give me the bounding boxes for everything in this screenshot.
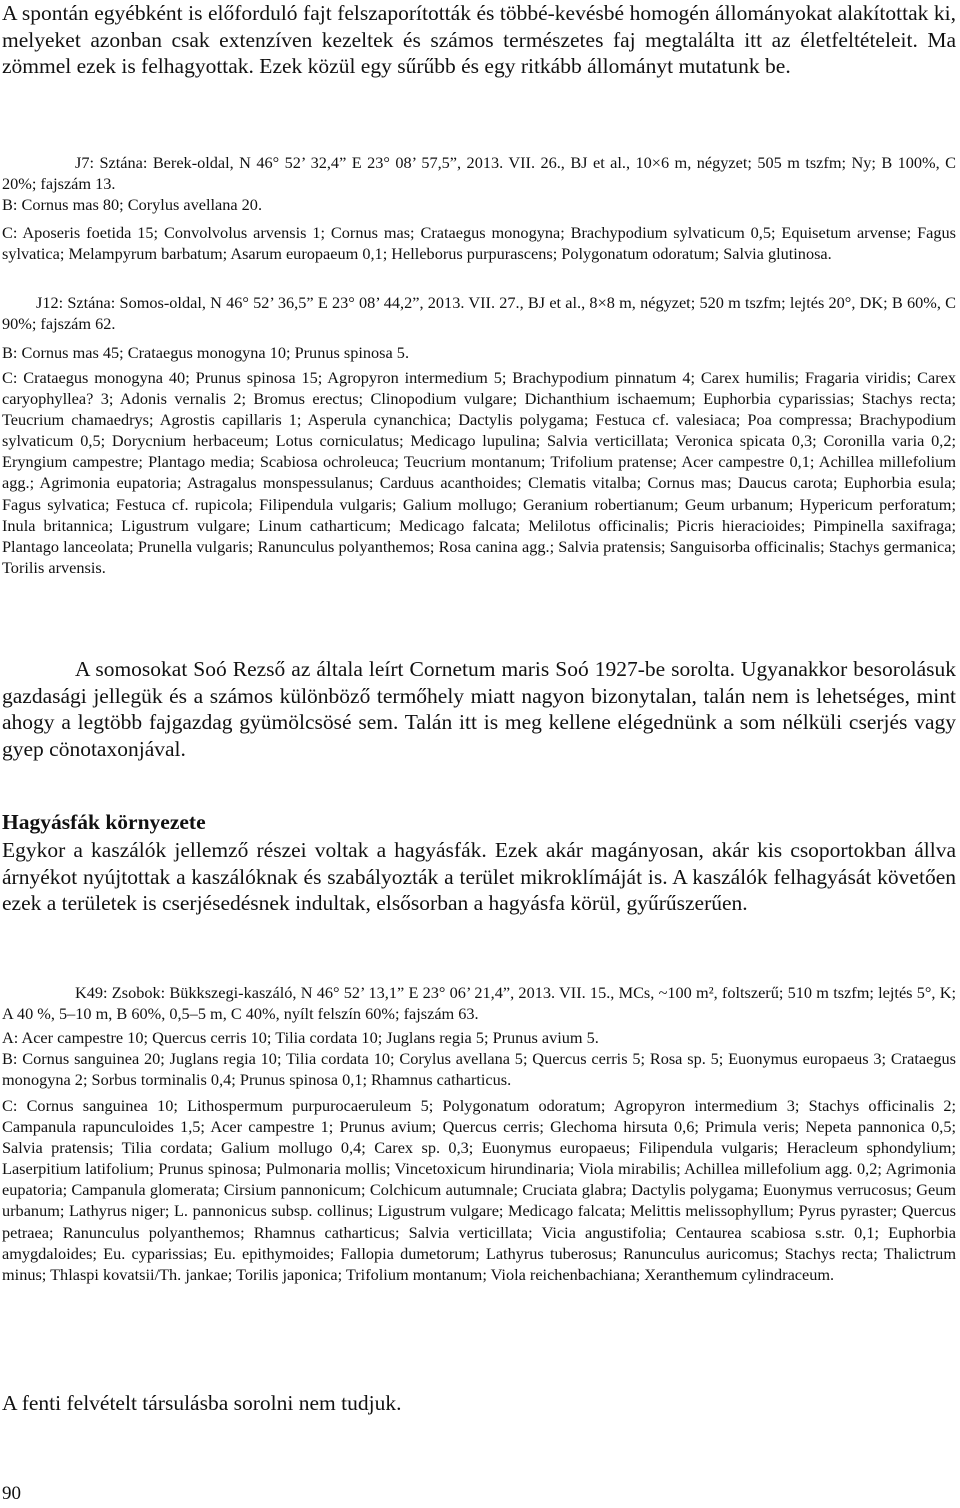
releve-k49-a-layer: A: Acer campestre 10; Quercus cerris 10; Tilia cordata 10; Juglans regia 5; Prunus avium 5. xyxy=(2,1028,599,1047)
releve-k49-c-layer: C: Cornus sanguinea 10; Lithospermum purpurocaeruleum 5; Polygonatum odoratum; Agropyron intermedium 3; Stachys officinalis 2; Campanula rapunculoides 1,5; Acer campestre 1; Prunus avium; Quercus cerris; Glechoma hirsuta 0,6; Primula veris; Nepeta pannonica 0,5; Salvia pratensis; Tilia cordata; Galium mollugo 0,4; Carex sp. 0,3; Euonymus europaeus; Filipendula vulgaris; Heracleum sphondylium; Laserpitium latifolium; Prunus spinosa; Pulmonaria mollis; Vincetoxicum hirundinaria; Viola mirabilis; Achillea millefolium agg. 0,2; Agrimonia eupatoria; Campanula glomerata; Cirsium pannonicum; Colchicum autumnale; Cruciata glabra; Dactylis polygama; Euonymus verrucosus; Geum urbanum; Lathyrus niger; L. pannonicus subsp. collinus; Ligustrum vulgare; Medicago falcata; Melittis melissophyllum; Pyrus pyraster; Quercus petraea; Ranunculus polyanthemos; Rhamnus catharticus; Salvia verticillata; Vicia angustifolia; Centaurea scabiosa s.str. 0,1; Euphorbia amygdaloides; Eu. cyparissias; Eu. epithymoides; Fallopia dumetorum; Lathyrus tuberosus; Ranunculus auricomus; Stachys recta; Thalictrum minus; Thlaspi kovatsii/Th. jankae; Torilis japonica; Trifolium montanum; Viola reichenbachiana; Xeranthemum cylindraceum. xyxy=(2,1096,956,1284)
closing-sentence: A fenti felvételt társulásba sorolni nem tudjuk. xyxy=(2,1391,402,1415)
page-number: 90 xyxy=(2,1483,21,1504)
section-paragraph: Egykor a kaszálók jellemző részei voltak a hagyásfák. Ezek akár magányosan, akár kis csoportokban állva árnyékot nyújtottak a kaszálóknak és szabályozták a terület mikroklímáját is. A kaszálók felhagyását követően ezek a területek is cserjésedésnek indultak, elsősorban a hagyásfa körül, gyűrűszerűen. xyxy=(2,838,956,915)
releve-j12-c-layer: C: Crataegus monogyna 40; Prunus spinosa 15; Agropyron intermedium 5; Brachypodium pinnatum 4; Carex humilis; Fragaria viridis; Carex caryophyllea? 3; Adonis vernalis 2; Bromus erectus; Clinopodium vulgare; Dichanthium ischaemum; Euphorbia cyparissias; Stachys recta; Teucrium chamaedrys; Agrostis capillaris 1; Asperula cynanchica; Dactylis polygama; Festuca cf. valesiaca; Poa compressa; Brachypodium sylvaticum 0,5; Dorycnium herbaceum; Lotus corniculatus; Medicago lupulina; Salvia verticillata; Veronica spicata 0,3; Coronilla varia 0,2; Eryngium campestre; Plantago media; Scabiosa ochroleuca; Teucrium montanum; Trifolium pratense; Acer campestre 0,1; Achillea millefolium agg.; Agrimonia eupatoria; Astragalus monspessulanus; Carduus acanthoides; Clematis vitalba; Cornus mas; Daucus carota; Euphorbia esula; Fagus sylvatica; Festuca cf. rupicola; Filipendula vulgaris; Galium mollugo; Geranium robertianum; Geum urbanum; Hypericum perforatum; Inula britannica; Ligustrum vulgare; Linum catharticum; Medicago falcata; Melilotus officinalis; Picris hieracioides; Pimpinella saxifraga; Plantago lanceolata; Prunella vulgaris; Ranunculus polyanthemos; Rosa canina agg.; Salvia pratensis; Sanguisorba officinalis; Stachys germanica; Torilis arvensis. xyxy=(2,368,956,577)
releve-j7-header: J7: Sztána: Berek-oldal, N 46° 52’ 32,4” E 23° 08’ 57,5”, 2013. VII. 26., BJ et al., 10×6 m, négyzet; 505 m tszfm; Ny; B 100%, C 20%; fajszám 13. xyxy=(2,153,956,194)
classification-paragraph: A somosokat Soó Rezső az általa leírt Cornetum maris Soó 1927-be sorolta. Ugyanakkor besorolásuk gazdasági jellegük és a számos különböző termőhely miatt nagyon bizonytalan, talán nem is lehetséges, mint ahogy a legtöbb fajgazdag gyümölcsösé sem. Talán itt is meg kellene elégednünk a som nélküli cserjés vagy gyep cönotaxonjával. xyxy=(2,657,956,761)
releve-j12-header: J12: Sztána: Somos-oldal, N 46° 52’ 36,5” E 23° 08’ 44,2”, 2013. VII. 27., BJ et al., 8×8 m, négyzet; 520 m tszfm; lejtés 20°, DK; B 60%, C 90%; fajszám 62. xyxy=(2,293,956,334)
intro-paragraph: A spontán egyébként is előforduló fajt felszaporították és többé-kevésbé homogén állományokat alakítottak ki, melyeket azonban csak extenzíven kezeltek és számos természetes faj megtalálta itt az életfeltételeit. Ma zömmel ezek is felhagyottak. Ezek közül egy sűrűbb és egy ritkább állományt mutatunk be. xyxy=(2,1,956,78)
releve-j12-b-layer: B: Cornus mas 45; Crataegus monogyna 10; Prunus spinosa 5. xyxy=(2,343,410,362)
releve-k49-b-layer: B: Cornus sanguinea 20; Juglans regia 10; Tilia cordata 10; Corylus avellana 5; Quercus cerris 5; Rosa sp. 5; Euonymus europaeus 3; Crataegus monogyna 2; Sorbus torminalis 0,4; Prunus spinosa 0,1; Rhamnus catharticus. xyxy=(2,1049,956,1090)
releve-j7-b-layer: B: Cornus mas 80; Corylus avellana 20. xyxy=(2,195,263,214)
releve-j7-c-layer: C: Aposeris foetida 15; Convolvolus arvensis 1; Cornus mas; Crataegus monogyna; Brachypodium sylvaticum 0,5; Equisetum arvense; Fagus sylvatica; Melampyrum barbatum; Asarum europaeum 0,1; Helleborus purpurascens; Polygonatum odoratum; Salvia glutinosa. xyxy=(2,223,956,264)
releve-k49-header: K49: Zsobok: Bükkszegi-kaszáló, N 46° 52’ 13,1” E 23° 06’ 21,4”, 2013. VII. 15., MCs, ~100 m², foltszerű; 510 m tszfm; lejtés 5°, K; A 40 %, 5–10 m, B 60%, 0,5–5 m, C 40%, nyílt felszín 60%; fajszám 63. xyxy=(2,983,956,1024)
section-heading: Hagyásfák környezete xyxy=(2,810,206,834)
